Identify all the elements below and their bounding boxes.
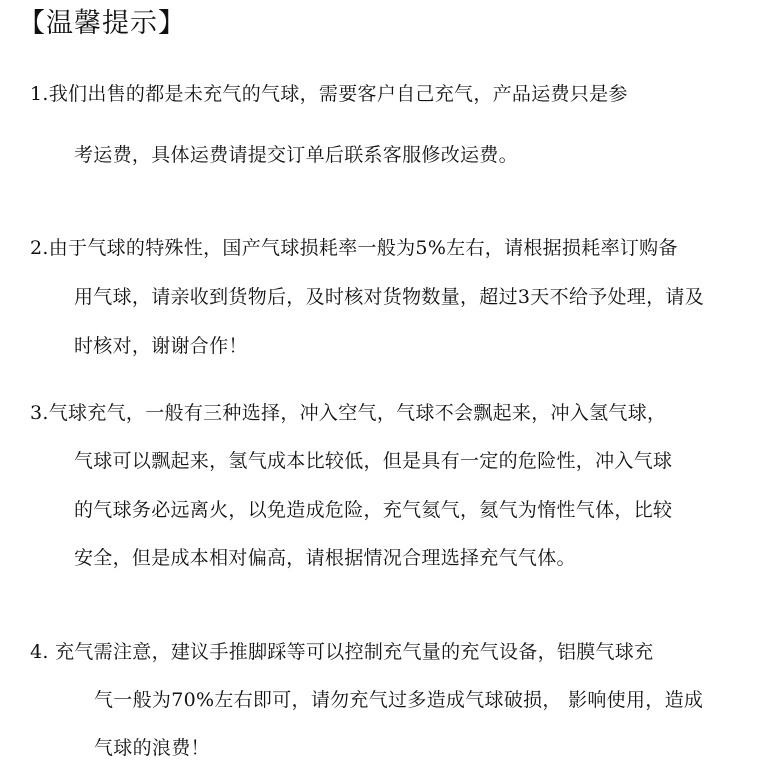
tip-4-line-2: 气一般为70%左右即可，请勿充气过多造成气球破损， 影响使用，造成 xyxy=(94,689,704,711)
tip-2-line-3: 时核对，谢谢合作！ xyxy=(74,335,248,357)
tip-3-line-1: 3.气球充气，一般有三种选择，冲入空气，气球不会飘起来，冲入氢气球， xyxy=(30,402,667,424)
tip-1-line-2: 考运费，具体运费请提交订单后联系客服修改运费。 xyxy=(74,144,518,166)
tip-4-line-3: 气球的浪费！ xyxy=(94,737,210,759)
tip-1-line-1: 1.我们出售的都是未充气的气球，需要客户自己充气，产品运费只是参 xyxy=(30,83,628,105)
tip-2-line-2: 用气球，请亲收到货物后，及时核对货物数量，超过3天不给予处理，请及 xyxy=(74,286,704,308)
tip-3-line-2: 气球可以飘起来，氢气成本比较低，但是具有一定的危险性，冲入气球 xyxy=(74,450,673,472)
tip-3-line-3: 的气球务必远离火，以免造成危险，充气氦气，氦气为惰性气体，比较 xyxy=(74,499,673,521)
tip-3-line-4: 安全，但是成本相对偏高，请根据情况合理选择充气气体。 xyxy=(74,547,576,569)
tip-4-line-1: 4. 充气需注意，建议手推脚踩等可以控制充气量的充气设备，铝膜气球充 xyxy=(30,641,654,663)
page-title: 【温馨提示】 xyxy=(18,8,186,39)
tip-2-line-1: 2.由于气球的特殊性，国产气球损耗率一般为5%左右，请根据损耗率订购备 xyxy=(30,237,678,259)
